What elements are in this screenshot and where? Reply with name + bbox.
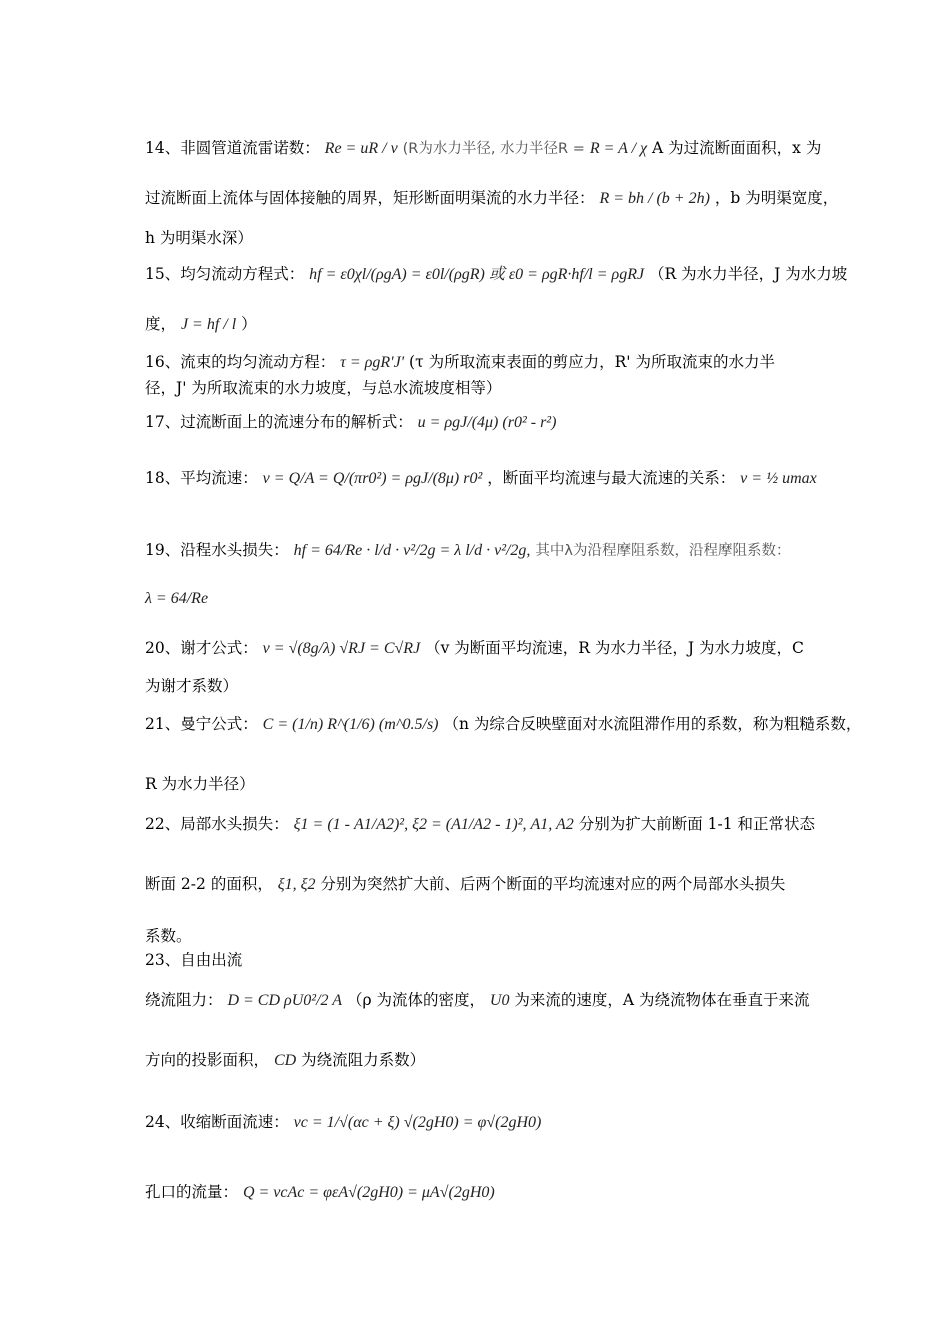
- item-16-text-b: 径，J' 为所取流束的水力坡度，与总水流坡度相等）: [145, 379, 502, 397]
- item-17-line-1: [145, 410, 810, 435]
- formula-14c: R = bh / (b + 2h): [599, 190, 710, 207]
- item-15-text-a: （R 为水力半径，J 为水力坡: [649, 265, 848, 283]
- item-15-label: 15、均匀流动方程式：: [145, 265, 305, 283]
- item-22-text-a: 分别为扩大前断面 1-1 和正常状态: [578, 815, 816, 833]
- item-24-line-2: [145, 1180, 810, 1205]
- item-24-line-1: [145, 1110, 810, 1135]
- item-23-line-3: [145, 1048, 810, 1073]
- item-22-text-d: 系数。: [145, 927, 192, 945]
- item-22-line-3: [145, 924, 810, 948]
- item-15-text-b: 度，: [145, 315, 177, 333]
- item-18-label: 18、平均流速：: [145, 469, 258, 487]
- item-21-text-a: （n 为综合反映壁面对水流阻滞作用的系数，称为粗糙系数，: [443, 715, 862, 733]
- item-23-text-e: 为绕流阻力系数）: [301, 1051, 426, 1069]
- item-14-label: 14、非圆管道流雷诺数：: [145, 139, 320, 157]
- item-16-label: 16、流束的均匀流动方程：: [145, 353, 336, 371]
- item-24-label: 24、收缩断面流速：: [145, 1113, 289, 1131]
- item-22-text-c: 分别为突然扩大前、后两个断面的平均流速对应的两个局部水头损失: [320, 875, 786, 893]
- item-15-text-c: ）: [241, 315, 257, 333]
- item-23-label: 23、自由出流: [145, 951, 243, 969]
- item-14-text-b: A 为过流断面面积，x 为: [652, 139, 822, 157]
- item-22-label: 22、局部水头损失：: [145, 815, 289, 833]
- item-23-text-b: （ρ 为流体的密度，: [346, 991, 485, 1009]
- item-24-text-a: 孔口的流量：: [145, 1183, 239, 1201]
- formula-17: u = ρgJ/(4μ) (r0² - r²): [417, 414, 557, 431]
- formula-23a: D = CD ρU0²/2 A: [227, 992, 342, 1009]
- item-21-label: 21、曼宁公式：: [145, 715, 258, 733]
- item-15-line-2: [145, 312, 810, 337]
- item-23-line-1: [145, 948, 810, 972]
- item-18-line-1: [145, 466, 817, 491]
- item-21-line-1: [145, 712, 862, 737]
- formula-21: C = (1/n) R^(1/6) (m^0.5/s): [262, 716, 439, 733]
- formula-24a: vc = 1/√(αc + ξ) √(2gH0) = φ√(2gH0): [293, 1114, 542, 1131]
- item-14-line-3: [145, 226, 810, 250]
- item-23-text-c: 为来流的速度，A 为绕流物体在垂直于来流: [514, 991, 810, 1009]
- formula-18b: v = ½ umax: [740, 470, 817, 487]
- item-23-text-d: 方向的投影面积，: [145, 1051, 270, 1069]
- formula-24b: Q = vcAc = φεA√(2gH0) = μA√(2gH0): [242, 1184, 495, 1201]
- item-16-line-1: [145, 350, 810, 375]
- item-22-line-1: [145, 812, 816, 837]
- item-16-line-2: [145, 376, 810, 400]
- item-18-text-a: ，断面平均流速与最大流速的关系：: [487, 469, 736, 487]
- formula-18a: v = Q/A = Q/(πr0²) = ρgJ/(8μ) r0²: [262, 470, 483, 487]
- item-14-text-d: ，b 为明渠宽度，: [714, 189, 839, 207]
- formula-15b: J = hf / l: [180, 316, 237, 333]
- formula-22b: ξ1, ξ2: [277, 876, 316, 893]
- item-23-line-2: [145, 988, 810, 1013]
- item-20-line-2: [145, 674, 810, 698]
- item-14-line-1: [145, 136, 822, 161]
- formula-22a: ξ1 = (1 - A1/A2)², ξ2 = (A1/A2 - 1)², A1, A2: [293, 816, 574, 833]
- item-17-label: 17、过流断面上的流速分布的解析式：: [145, 413, 413, 431]
- item-14-text-e: h 为明渠水深）: [145, 229, 253, 247]
- item-21-line-2: [145, 772, 810, 796]
- item-14-line-2: [145, 186, 839, 211]
- item-20-line-1: [145, 636, 810, 661]
- item-22-text-b: 断面 2-2 的面积，: [145, 875, 273, 893]
- formula-14a: Re = uR / v: [324, 140, 398, 157]
- item-21-text-b: R 为水力半径）: [145, 775, 255, 793]
- item-23-text-a: 绕流阻力：: [145, 991, 223, 1009]
- item-19-line-1: [145, 538, 810, 563]
- item-15-line-1: [145, 262, 848, 287]
- formula-19b: λ = 64/Re: [145, 590, 209, 607]
- item-19-text-a: 其中λ为沿程摩阻系数，沿程摩阻系数：: [535, 543, 791, 559]
- formula-19a: hf = 64/Re · l/d · v²/2g = λ l/d · v²/2g,: [293, 542, 531, 559]
- formula-16: τ = ρgR'J': [340, 354, 405, 371]
- item-22-line-2: [145, 872, 810, 897]
- formula-23c: CD: [273, 1052, 297, 1069]
- item-19-label: 19、沿程水头损失：: [145, 541, 289, 559]
- item-14-text-c: 过流断面上流体与固体接触的周界，矩形断面明渠流的水力半径：: [145, 189, 595, 207]
- formula-14b: R = A / χ: [589, 140, 648, 157]
- item-20-text-b: 为谢才系数）: [145, 677, 239, 695]
- formula-20: v = √(8g/λ) √RJ = C√RJ: [262, 640, 421, 657]
- formula-23b: U0: [489, 992, 510, 1009]
- item-20-text-a: （v 为断面平均流速，R 为水力半径，J 为水力坡度，C: [425, 639, 804, 657]
- item-19-line-2: [145, 586, 810, 611]
- item-16-text-a: (τ 为所取流束表面的剪应力，R' 为所取流束的水力半: [409, 353, 775, 371]
- item-14-text-a: (R为水力半径, 水力半径R =: [402, 141, 585, 157]
- item-20-label: 20、谢才公式：: [145, 639, 258, 657]
- formula-15: hf = ε0χl/(ρgA) = ε0l/(ρgR) 或 ε0 = ρgR·hf/l = ρgRJ: [309, 266, 645, 283]
